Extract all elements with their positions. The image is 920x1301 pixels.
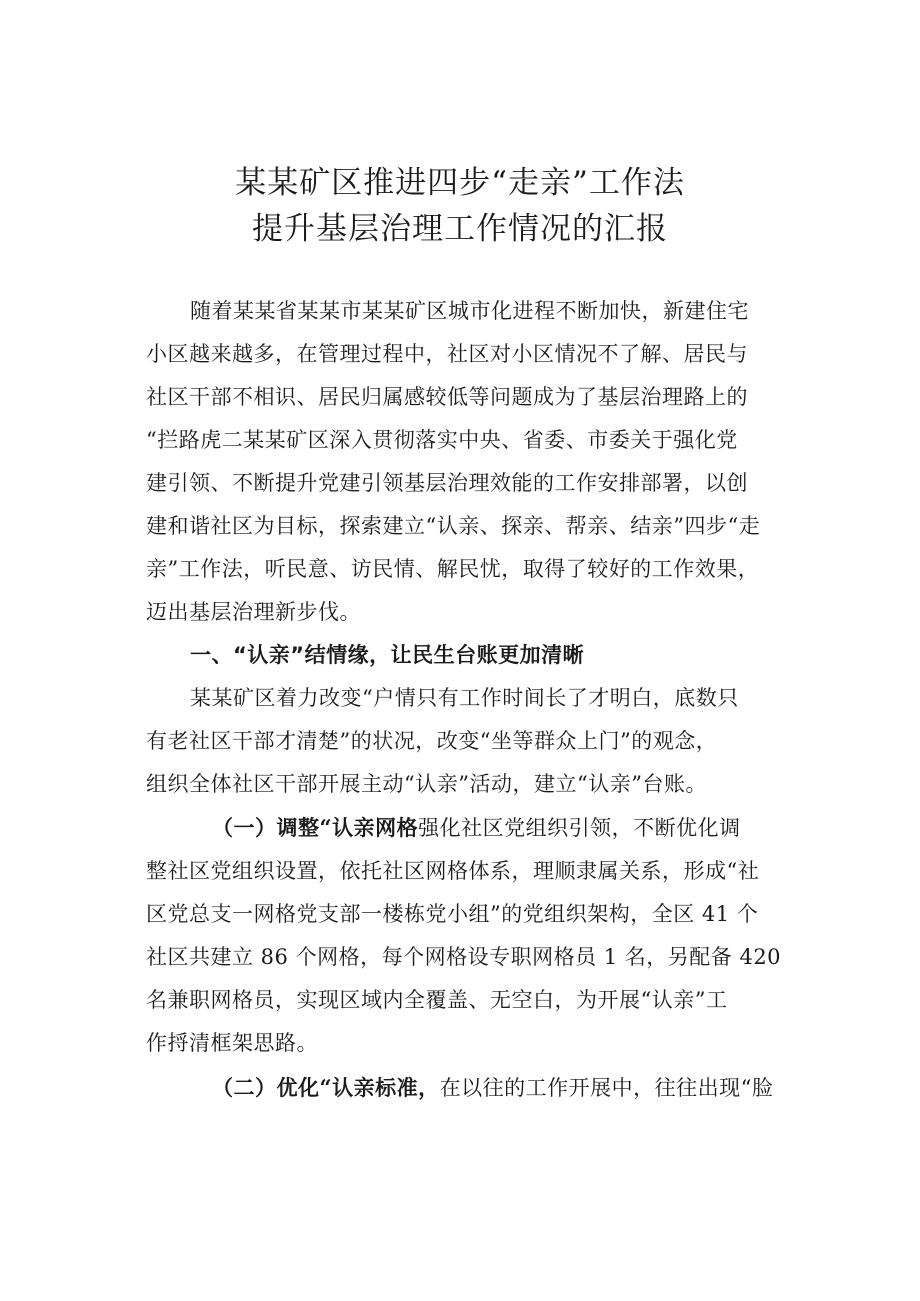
section-1-line-1: 某某矿区着力改变“户情只有工作时间长了才明白，底数只: [190, 686, 739, 710]
section-1-line-3: 组织全体社区干部开展主动“认亲”活动，建立“认亲”台账。: [146, 772, 707, 796]
subsection-1-line-4: 社区共建立 86 个网格，每个网格设专职网格员 1 名，另配备 420: [146, 945, 782, 969]
paragraph-1-line-4: “拦路虎二某某矿区深入贯彻落实中央、省委、市委关于强化党: [146, 428, 738, 452]
subsection-1-line-1: [212, 813, 806, 843]
subsection-1-line-3: 区党总支一网格党支部一楼栋党小组”的党组织架构，全区 41 个: [146, 902, 759, 926]
subsection-1-line-2: 整社区党组织设置，依托社区网格体系，理顺隶属关系，形成“社: [146, 859, 760, 883]
subsection-1-line-5: 名兼职网格员，实现区域内全覆盖、无空白，为开展“认亲”工: [146, 988, 728, 1012]
subsection-2-lead: （二）优化“认亲标准，: [212, 1075, 440, 1100]
subsection-1-line-6: 作捋清框架思路。: [146, 1031, 318, 1055]
paragraph-1-line-2: 小区越来越多，在管理过程中，社区对小区情况不了解、居民与: [146, 342, 748, 366]
document-title-line-2: 提升基层治理工作情况的汇报: [252, 211, 668, 247]
paragraph-1-line-3: 社区干部不相识、居民归属感较低等问题成为了基层治理路上的: [146, 385, 748, 409]
paragraph-1-line-1: 随着某某省某某市某某矿区城市化进程不断加快，新建住宅: [190, 299, 749, 323]
subsection-1-line-1-text: 强化社区党组织引领，不断优化调: [418, 816, 741, 840]
subsection-2-line-1: [212, 1073, 806, 1103]
paragraph-1-line-6: 建和谐社区为目标，探索建立“认亲、探亲、帮亲、结亲”四步“走: [146, 514, 761, 538]
paragraph-1-line-8: 迈出基层治理新步伐。: [146, 600, 361, 624]
section-1-heading: 一、“认亲”结情缘，让民生台账更加清晰: [190, 643, 585, 667]
subsection-2-line-1-text: 在以往的工作开展中，往往出现“脸: [439, 1076, 774, 1100]
subsection-1-lead: （一）调整“认亲网格: [212, 815, 419, 840]
document-title-line-1: 某某矿区推进四步“走亲”工作法: [235, 165, 685, 201]
paragraph-1-line-7: 亲”工作法，听民意、访民情、解民忧，取得了较好的工作效果，: [146, 557, 760, 581]
paragraph-1-line-5: 建引领、不断提升党建引领基层治理效能的工作安排部署，以创: [146, 471, 748, 495]
section-1-line-2: 有老社区干部才清楚”的状况，改变“坐等群众上门”的观念，: [146, 729, 718, 753]
